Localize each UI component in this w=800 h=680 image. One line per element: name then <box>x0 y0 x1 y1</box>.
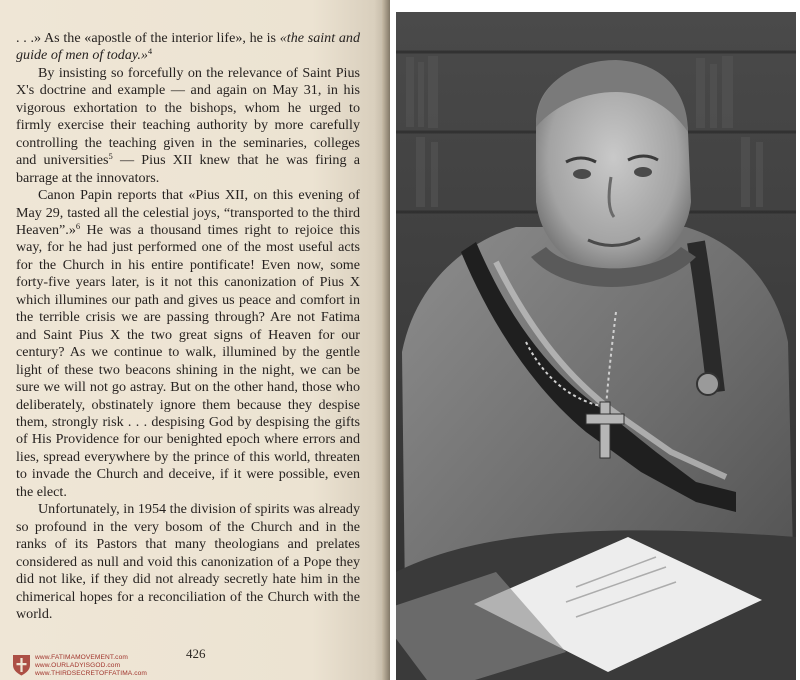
page-number: 426 <box>186 646 206 661</box>
shield-cross-icon <box>12 654 31 676</box>
footnote-marker: 6 <box>75 220 81 231</box>
text-segment: . . .» As the «apostle of the interior life», he is <box>16 30 280 46</box>
paragraph <box>16 30 360 65</box>
footer-url[interactable]: www.OURLADYISGOD.com <box>35 662 121 669</box>
footnote-marker: 4 <box>147 46 153 57</box>
text-segment: Canon Papin reports that «Pius XII, on this evening of May 29, tasted all the celestial joys, “transported to the third Heaven”.» <box>16 187 360 238</box>
text-segment: — Pius XII knew that he was firing a barrage at the innovators. <box>16 152 360 186</box>
paragraph <box>16 501 360 623</box>
paragraph <box>16 187 360 501</box>
body-text <box>16 30 360 623</box>
footnote-marker: 5 <box>108 151 113 162</box>
portrait-photo <box>396 12 796 680</box>
text-segment: By insisting so forcefully on the relevance of Saint Pius X's doctrine and example — and again on May 31, in his vigorous exhortation to the bishops, whom he urged to firmly exercise their teaching authority by more carefully controlling the teaching given in the seminaries, colleges and universities <box>16 64 360 169</box>
left-page <box>0 0 390 680</box>
text-segment: Unfortunately, in 1954 the division of spirits was already so profound in the very bosom of the Church and in the ranks of its Pastors that many theologians and prelates considered as null and void this canonization of a Pope they did not like, if they did not already secretly hate him in the chimerical hopes for a reconciliation of the Church with the world. <box>16 501 360 622</box>
text-segment: «the saint and guide of men of today.» <box>16 30 360 64</box>
footer-urls <box>35 654 147 678</box>
text-segment: He was a thousand times right to rejoice this way, for he had just performed one of the most useful acts for the Church in his entire pontificate! Even now, some forty-five years later, is it not this canonization of Pius X which illumines our path and gives us peace and comfort in the terrible crisis we are passing through? Are not Fatima and Saint Pius X the two great signs of Heaven for our century? As we continue to walk, illumined by the gentle light of these two beacons shining in the night, we can be sure we will not go astray. But on the other hand, those who deliberately, obstinately ignore them because they despise them, strongly risk . . . despising God by despising the gifts of His Providence for our benighted epoch where errors and lies, spread everywhere by the prince of this world, threaten to invade the Church and deceive, if it were possible, even the elect. <box>16 221 360 500</box>
paragraph <box>16 65 360 187</box>
footer-url[interactable]: www.THIRDSECRETOFFATIMA.com <box>35 670 147 677</box>
right-page <box>390 0 800 680</box>
footer-url[interactable]: www.FATIMAMOVEMENT.com <box>35 654 128 661</box>
footer-watermark <box>12 652 182 678</box>
